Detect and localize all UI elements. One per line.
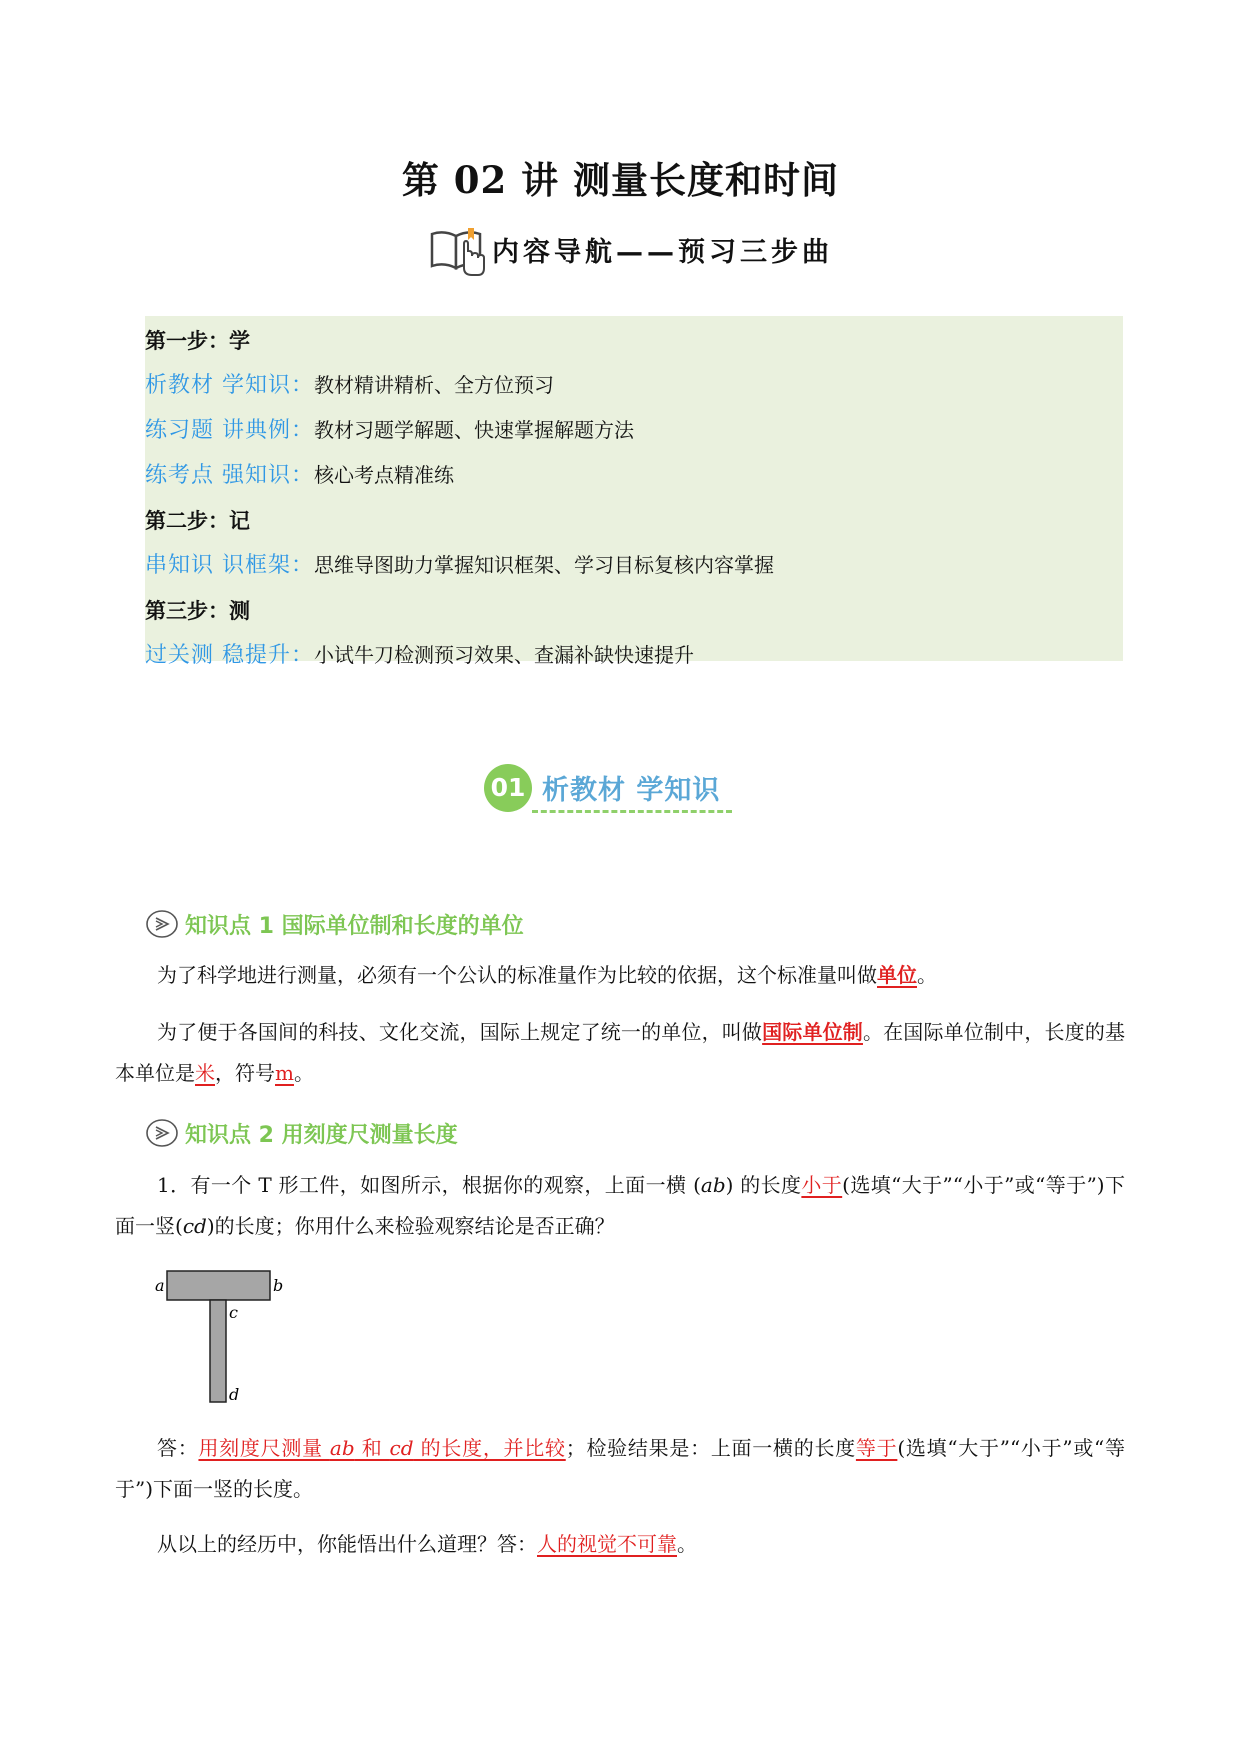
- step-item: [145, 363, 1123, 408]
- t-top-bar: [167, 1271, 270, 1300]
- question: [115, 1165, 1125, 1247]
- text: 为了便于各国间的科技、文化交流，国际上规定了统一的单位，叫做: [157, 1020, 763, 1044]
- text: cd: [182, 1214, 207, 1238]
- text: 1．有一个 T 形工件，如图所示，根据你的观察，上面一横 (: [157, 1173, 701, 1197]
- text: 为了科学地进行测量，必须有一个公认的标准量作为比较的依据，这个标准量叫做: [157, 963, 877, 987]
- step-item-desc: 教材精讲精析、全方位预习: [314, 373, 554, 397]
- step-item: [145, 408, 1123, 453]
- text: (选填“大于”“小于”或“等于”)下面一竖(: [115, 1173, 1125, 1238]
- step-item-label: 串知识 识框架：: [145, 553, 314, 578]
- label-b: b: [273, 1276, 284, 1295]
- section-underline: [532, 810, 732, 813]
- text: 用刻度尺测量: [198, 1436, 330, 1460]
- nav-banner-text: 内容导航——预习三步曲: [492, 236, 833, 268]
- step-heading: 第一步：学: [145, 328, 250, 353]
- answer: 单位: [877, 963, 917, 987]
- section-badge: [480, 762, 760, 822]
- answer: 小于: [801, 1173, 843, 1197]
- t-shaped-workpiece-figure: [150, 1262, 290, 1412]
- step-heading: 第二步：记: [145, 508, 250, 533]
- arrow-circle-icon: [145, 909, 179, 939]
- answer: m: [275, 1061, 294, 1085]
- step-item-desc: 思维导图助力掌握知识框架、学习目标复核内容掌握: [314, 553, 774, 577]
- text: ab: [700, 1173, 726, 1197]
- text: 从以上的经历中，你能悟出什么道理？答：: [157, 1532, 537, 1556]
- step-item-desc: 小试牛刀检测预习效果、查漏补缺快速提升: [314, 643, 694, 667]
- text: cd: [389, 1436, 414, 1460]
- text: )的长度；你用什么来检验观察结论是否正确？: [206, 1214, 615, 1238]
- answer: 等于: [855, 1436, 898, 1460]
- label-a: a: [155, 1276, 165, 1295]
- step-item-desc: 教材习题学解题、快速掌握解题方法: [314, 418, 634, 442]
- label-d: d: [229, 1385, 240, 1404]
- knowledge-point-title: 知识点 1 国际单位制和长度的单位: [185, 913, 524, 939]
- step-heading: 第三步：测: [145, 598, 250, 623]
- text: 。: [293, 1061, 314, 1085]
- answer: 人的视觉不可靠: [537, 1532, 677, 1556]
- text: 。: [677, 1532, 697, 1556]
- text: (选填“大于”“小于”或“等于”)下面一竖的长度。: [115, 1436, 1126, 1501]
- text: 和: [354, 1436, 390, 1460]
- step-item-label: 过关测 稳提升：: [145, 643, 314, 668]
- knowledge-point-heading: [145, 1115, 458, 1151]
- text: 。: [917, 963, 937, 987]
- answer: 米: [195, 1061, 215, 1085]
- nav-banner: [428, 218, 833, 280]
- step-item: [145, 633, 1123, 678]
- text: ；检验结果是：上面一横的长度: [565, 1436, 856, 1460]
- step-item-label: 练考点 强知识：: [145, 463, 314, 488]
- text: ab: [329, 1436, 355, 1460]
- text: 的长度，并比较: [413, 1436, 566, 1460]
- step-item: [145, 453, 1123, 498]
- arrow-circle-icon: [145, 1118, 179, 1148]
- label-c: c: [229, 1303, 238, 1322]
- paragraph: [115, 1012, 1125, 1094]
- answer: 国际单位制: [762, 1020, 863, 1044]
- text: 。在国际单位制中，长度的基本单位是: [115, 1020, 1126, 1085]
- step-item-label: 析教材 学知识：: [145, 373, 314, 398]
- knowledge-point-title: 知识点 2 用刻度尺测量长度: [185, 1122, 458, 1148]
- page-title: 第 02 讲 测量长度和时间: [401, 158, 840, 202]
- answer: [198, 1436, 565, 1460]
- section-label: 析教材 学知识: [542, 775, 721, 806]
- book-pointer-icon: [428, 220, 488, 278]
- question: [115, 1524, 1125, 1565]
- section-number: 01: [484, 764, 532, 812]
- step-item-desc: 核心考点精准练: [314, 463, 454, 487]
- text: 答：: [157, 1436, 199, 1460]
- text: ) 的长度: [725, 1173, 802, 1197]
- t-vertical-bar: [210, 1300, 226, 1402]
- knowledge-point-heading: [145, 906, 524, 942]
- step-item-label: 练习题 讲典例：: [145, 418, 314, 443]
- step-item: [145, 543, 1123, 588]
- answer-paragraph: [115, 1428, 1125, 1510]
- steps-box: [145, 316, 1123, 668]
- text: ，符号: [215, 1061, 275, 1085]
- paragraph: [115, 955, 1125, 996]
